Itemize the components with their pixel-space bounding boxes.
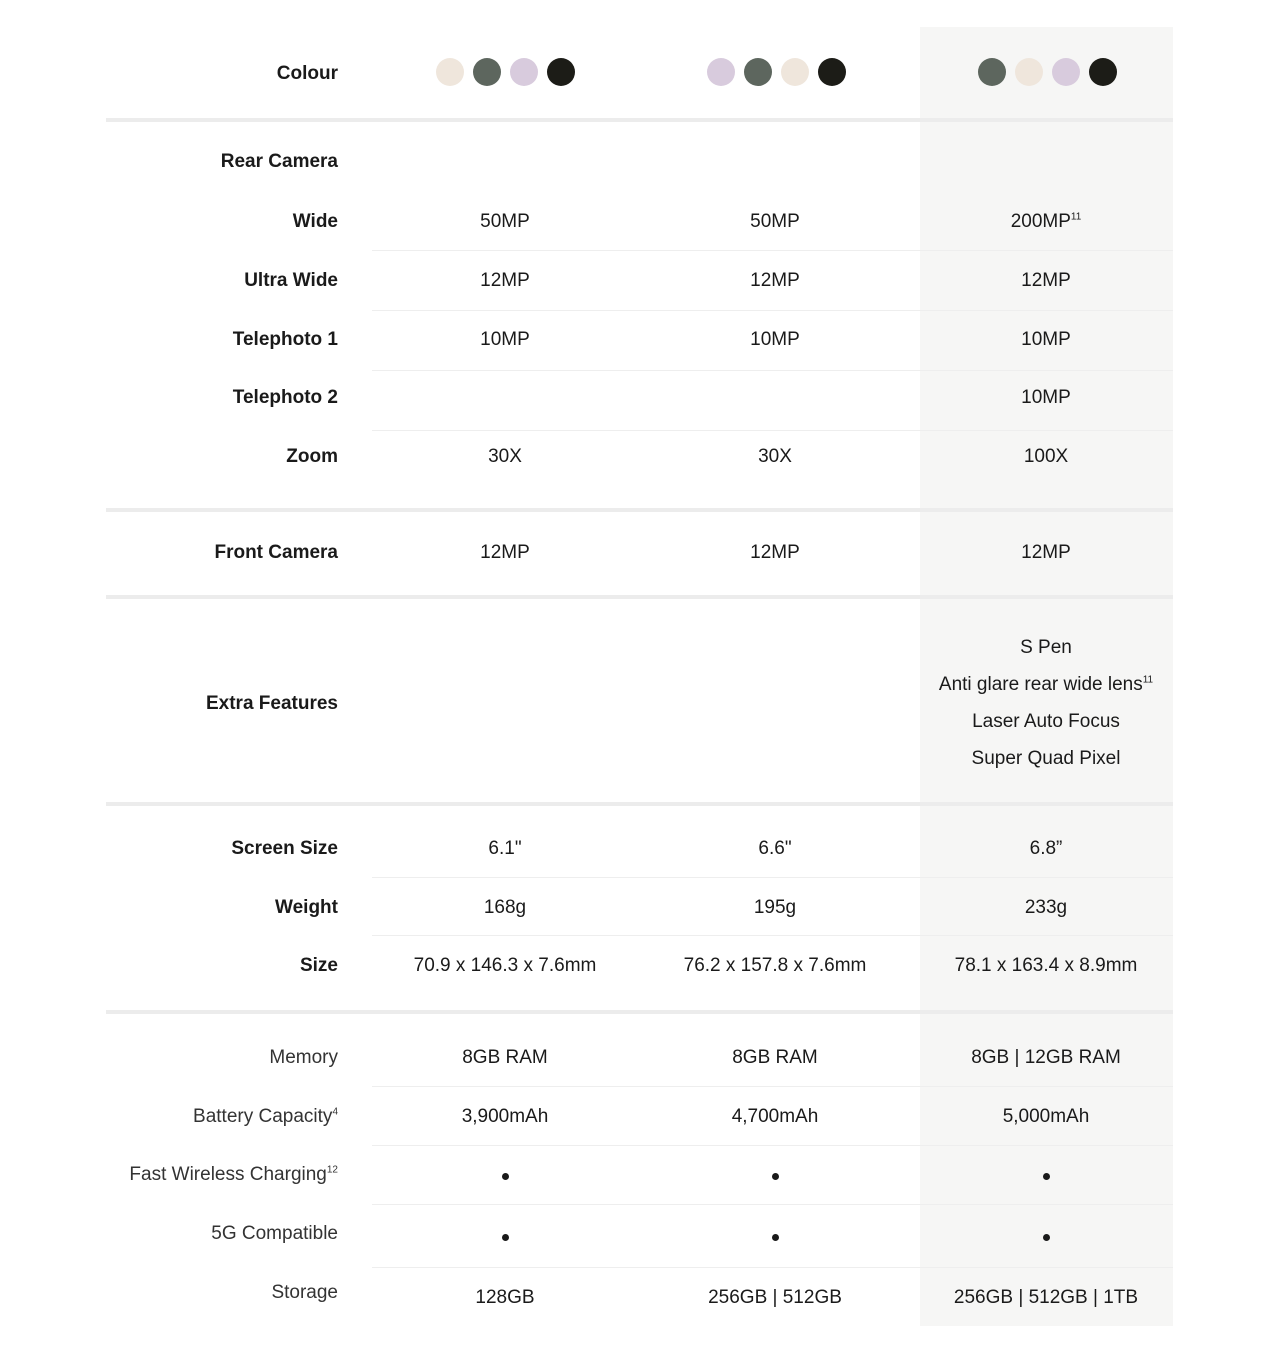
model3-telephoto2: 10MP (1021, 387, 1071, 408)
section-divider (106, 1010, 1173, 1014)
model1-ultra-wide: 12MP (480, 270, 530, 291)
model3-weight: 233g (1024, 897, 1068, 918)
row-divider (372, 935, 1173, 936)
5g-label: 5G Compatible (211, 1223, 338, 1244)
model1-telephoto1: 10MP (480, 329, 530, 350)
supported-dot-icon (502, 1234, 509, 1241)
model2-size: 76.2 x 157.8 x 7.6mm (683, 955, 867, 976)
row-divider (372, 1145, 1173, 1146)
size-label: Size (299, 955, 338, 976)
colour-swatch[interactable] (547, 58, 575, 86)
model2-5g (640, 1224, 910, 1248)
battery-label: Battery Capacity$^4$ (193, 1106, 338, 1127)
model2-wide: 50MP (750, 211, 800, 232)
model1-wide: 50MP (480, 211, 530, 232)
section-divider (106, 508, 1173, 512)
model2-battery: 4,700mAh (731, 1106, 819, 1127)
model3-size: 78.1 x 163.4 x 8.9mm (954, 955, 1138, 976)
memory-label: Memory (269, 1047, 338, 1068)
ultra-wide-label: Ultra Wide (244, 270, 338, 291)
colour-swatch[interactable] (781, 58, 809, 86)
row-divider (372, 1267, 1173, 1268)
model3-storage: 256GB | 512GB | 1TB (953, 1287, 1139, 1308)
model1-memory: 8GB RAM (462, 1047, 548, 1068)
colour-swatch[interactable] (744, 58, 772, 86)
row-divider (372, 370, 1173, 371)
model1-front-camera: 12MP (480, 542, 530, 563)
model2-screen-size: 6.6" (758, 838, 792, 859)
colour-swatch[interactable] (436, 58, 464, 86)
model3-battery: 5,000mAh (1002, 1106, 1090, 1127)
row-divider (372, 250, 1173, 251)
row-divider (372, 877, 1173, 878)
wireless-charging-label: Fast Wireless Charging$^{12}$ (129, 1164, 338, 1185)
supported-dot-icon (502, 1173, 509, 1180)
model2-zoom: 30X (758, 446, 792, 467)
supported-dot-icon (1043, 1173, 1050, 1180)
feature-quad-pixel: Super Quad Pixel (971, 748, 1121, 769)
colour-swatch[interactable] (510, 58, 538, 86)
supported-dot-icon (772, 1234, 779, 1241)
model2-colour-swatches (707, 58, 846, 86)
extra-features-label: Extra Features (205, 693, 338, 714)
model2-memory: 8GB RAM (732, 1047, 818, 1068)
model3-front-camera: 12MP (1021, 542, 1071, 563)
model2-front-camera: 12MP (750, 542, 800, 563)
screen-size-label: Screen Size (231, 838, 338, 859)
model1-storage: 128GB (475, 1287, 535, 1308)
front-camera-label: Front Camera (214, 542, 338, 563)
row-divider (372, 310, 1173, 311)
colour-swatch[interactable] (818, 58, 846, 86)
row-divider (372, 1086, 1173, 1087)
colour-swatch[interactable] (978, 58, 1006, 86)
model2-ultra-wide: 12MP (750, 270, 800, 291)
telephoto2-label: Telephoto 2 (232, 387, 338, 408)
model2-weight: 195g (753, 897, 797, 918)
feature-anti-glare: Anti glare rear wide lens$^{11}$ (938, 674, 1154, 695)
telephoto1-label: Telephoto 1 (232, 329, 338, 350)
model1-colour-swatches (436, 58, 575, 86)
model3-screen-size: 6.8” (1029, 838, 1063, 859)
row-divider (372, 1204, 1173, 1205)
colour-swatch[interactable] (707, 58, 735, 86)
model3-zoom: 100X (1023, 446, 1069, 467)
model2-storage: 256GB | 512GB (708, 1287, 842, 1308)
model1-weight: 168g (483, 897, 527, 918)
colour-swatch[interactable] (473, 58, 501, 86)
model3-wide: 200MP$^{11}$ (1010, 211, 1082, 232)
model3-extra-features (911, 629, 1181, 777)
section-divider (106, 595, 1173, 599)
model2-telephoto1: 10MP (750, 329, 800, 350)
supported-dot-icon (772, 1173, 779, 1180)
colour-swatch[interactable] (1015, 58, 1043, 86)
model3-telephoto1: 10MP (1021, 329, 1071, 350)
row-divider (372, 430, 1173, 431)
model3-ultra-wide: 12MP (1021, 270, 1071, 291)
model3-wireless-charging (911, 1163, 1181, 1187)
model3-memory: 8GB | 12GB RAM (971, 1047, 1121, 1068)
supported-dot-icon (1043, 1234, 1050, 1241)
model2-wireless-charging (640, 1163, 910, 1187)
model1-5g (370, 1224, 640, 1248)
colour-swatch[interactable] (1052, 58, 1080, 86)
section-divider (106, 118, 1173, 122)
model3-5g (911, 1224, 1181, 1248)
model3-colour-swatches (978, 58, 1117, 86)
colour-label: Colour (276, 63, 338, 84)
colour-swatch[interactable] (1089, 58, 1117, 86)
feature-laser-af: Laser Auto Focus (972, 711, 1120, 732)
section-divider (106, 802, 1173, 806)
model1-screen-size: 6.1" (488, 838, 522, 859)
storage-label: Storage (271, 1282, 338, 1303)
rear-camera-label: Rear Camera (220, 151, 338, 172)
model1-wireless-charging (370, 1163, 640, 1187)
weight-label: Weight (275, 897, 338, 918)
zoom-label: Zoom (286, 446, 338, 467)
model1-zoom: 30X (488, 446, 522, 467)
model1-battery: 3,900mAh (461, 1106, 549, 1127)
model1-size: 70.9 x 146.3 x 7.6mm (413, 955, 597, 976)
wide-label: Wide (292, 211, 338, 232)
feature-s-pen: S Pen (1020, 637, 1072, 658)
